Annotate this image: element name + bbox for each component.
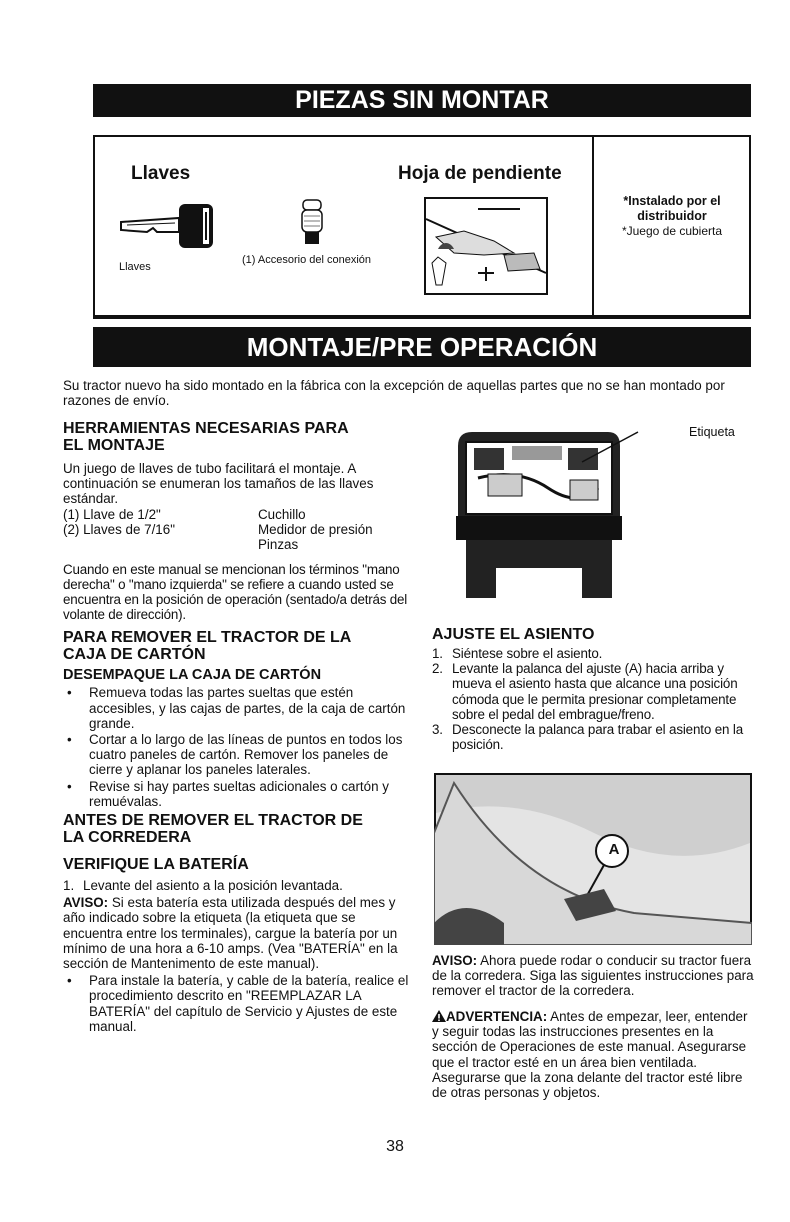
tools-heading-line2: EL MONTAJE xyxy=(63,437,165,454)
banner-assembly-preoperation xyxy=(93,327,751,367)
unpack-item: • Cortar a lo largo de las líneas de puntos en todos los cuatro paneles de cartón. Remover los paneles de cierre y aplanar los paneles laterales. xyxy=(89,732,413,778)
tractor-notice xyxy=(432,953,754,999)
remove-box-heading xyxy=(63,629,413,663)
seat-step: 2. Levante la palanca del ajuste (A) hacia arriba y mueva el asiento hasta que alcance una posición cómoda que le permita presionar completamente sobre el pedal del embrague/freno. xyxy=(432,661,738,722)
hands-note: Cuando en este manual se mencionan los términos "mano derecha" o "mano izquierda" se refiere a cuando usted se encuentra en la posición de operación (sentado/a detrás del volante de dirección). xyxy=(63,561,408,623)
warning-block xyxy=(432,1009,754,1100)
tools-heading xyxy=(63,420,413,454)
notice-label: AVISO: xyxy=(63,895,109,911)
unpack-item: • Revise si hay partes sueltas adicionales o cartón y remuévalas. xyxy=(89,779,413,809)
slope-sheet-icon xyxy=(424,197,548,295)
tool-pressure-gauge: Medidor de presión xyxy=(258,521,373,537)
before-remove-heading-line1: ANTES DE REMOVER EL TRACTOR DE xyxy=(63,812,363,830)
intro-paragraph: Su tractor nuevo ha sido montado en la fábrica con la excepción de aquellas partes que no se han montado por razones de envío. xyxy=(63,378,725,409)
label-callout: Etiqueta xyxy=(689,425,735,439)
battery-install-item: • Para instale la batería, y cable de la batería, realice el procedimiento descrito en "REEMPLAZAR LA BATERÍA" del capítulo de Servicio y Ajustes de este manual. xyxy=(89,973,413,1034)
check-battery-heading: VERIFIQUE LA BATERÍA xyxy=(63,856,249,874)
warning-label: ADVERTENCIA: xyxy=(446,1009,548,1024)
notice-text: Ahora puede rodar o conducir su tractor fuera de la corredera. Siga las siguientes instrucciones para remover el tractor de la corredera. xyxy=(432,953,754,999)
unpack-item: • Remueva todas las partes sueltas que estén accesibles, y las cajas de partes, de la caja de cartón grande. xyxy=(89,685,413,731)
unpack-subheading: DESEMPAQUE LA CAJA DE CARTÓN xyxy=(63,667,322,684)
connector-caption: (1) Accesorio del conexión xyxy=(242,254,372,266)
battery-install-list xyxy=(63,973,413,1034)
tools-list xyxy=(63,507,413,554)
keys-heading: Llaves xyxy=(131,163,191,184)
callout-a: A xyxy=(608,841,620,858)
tool-pliers: Pinzas xyxy=(258,536,299,552)
seat-step: 3. Desconecte la palanca para trabar el asiento en la posición. xyxy=(432,722,744,753)
cover-kit: *Juego de cubierta xyxy=(621,224,723,238)
tool-wrench-7-16: (2) Llaves de 7/16" xyxy=(63,521,175,537)
notice-label: AVISO: xyxy=(432,953,478,968)
seat-heading: AJUSTE EL ASIENTO xyxy=(432,626,595,643)
warning-text: Antes de empezar, leer, entender y seguir todas las instrucciones presentes en la sección de Operaciones de este manual. Asegurarse que el tractor esté en un área bien ventilada. Asegurarse que la zona delante del tractor esté libre de otras personas y objetos. xyxy=(432,1009,748,1101)
key-icon xyxy=(117,200,217,252)
tools-heading-line1: HERRAMIENTAS NECESARIAS PARA xyxy=(63,420,349,437)
notice-text: Si esta batería esta utilizada después del mes y año indicado sobre la etiqueta (la etiqueta que se encuentra entre los terminales), cargue la batería por un mínimo de una hora a 6-10 amps. (Vea "BATERÍA" en la sección de Mantenimento de este manual). xyxy=(63,895,398,972)
tool-wrench-half: (1) Llave de 1/2" xyxy=(63,506,161,522)
seat-lever-figure xyxy=(434,773,752,945)
tools-text: Un juego de llaves de tubo facilitará el montaje. A continuación se enumeran los tamaños de las llaves estándar. xyxy=(63,461,374,507)
page-number: 38 xyxy=(386,1138,404,1155)
remove-box-heading-line1: PARA REMOVER EL TRACTOR DE LA xyxy=(63,629,352,647)
installed-by-dealer xyxy=(592,194,752,239)
seat-steps xyxy=(432,646,754,752)
remove-box-heading-line2: CAJA DE CARTÓN xyxy=(63,646,206,664)
banner-title: MONTAJE/PRE OPERACIÓN xyxy=(246,332,598,362)
battery-step: 1. Levante del asiento a la posición levantada. xyxy=(63,878,343,894)
before-remove-heading-line2: LA CORREDERA xyxy=(63,829,192,847)
battery-notice xyxy=(63,895,413,971)
connector-icon xyxy=(299,198,325,248)
keys-caption: Llaves xyxy=(119,261,151,273)
right-column xyxy=(432,626,754,752)
before-remove-heading xyxy=(63,812,413,846)
slope-sheet-heading: Hoja de pendiente xyxy=(398,163,562,184)
unpack-list xyxy=(63,685,413,809)
left-column xyxy=(63,420,413,1035)
seat-step: 1. Siéntese sobre el asiento. xyxy=(432,646,603,661)
warning-triangle-icon xyxy=(432,1010,446,1022)
battery-figure xyxy=(448,428,644,600)
tool-knife: Cuchillo xyxy=(258,506,306,522)
banner-title: PIEZAS SIN MONTAR xyxy=(295,86,549,114)
installed-line-2: distribuidor xyxy=(637,209,707,223)
installed-line-1: *Instalado por el xyxy=(623,194,721,208)
battery-steps xyxy=(63,878,413,893)
banner-unassembled-parts xyxy=(93,84,751,117)
